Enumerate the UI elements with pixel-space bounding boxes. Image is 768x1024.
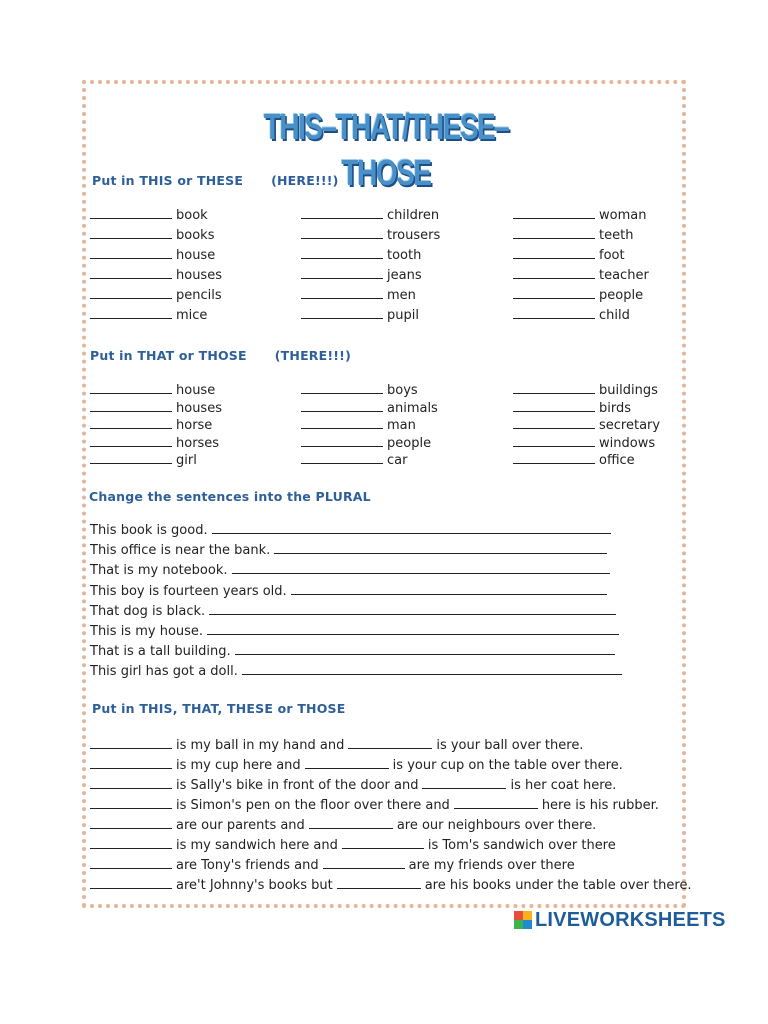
word-row xyxy=(301,246,491,266)
word-row xyxy=(90,452,280,470)
word-row xyxy=(90,246,280,266)
answer-blank[interactable] xyxy=(348,737,432,749)
answer-line[interactable] xyxy=(274,542,607,554)
word-label: pencils xyxy=(176,288,222,303)
fill-row xyxy=(90,836,616,856)
answer-blank[interactable] xyxy=(90,837,172,849)
answer-blank[interactable] xyxy=(513,207,595,219)
answer-line[interactable] xyxy=(235,643,615,655)
answer-blank[interactable] xyxy=(513,400,595,412)
answer-blank[interactable] xyxy=(513,307,595,319)
answer-blank[interactable] xyxy=(513,267,595,279)
answer-blank[interactable] xyxy=(90,207,172,219)
sentence-row xyxy=(90,622,619,642)
answer-blank[interactable] xyxy=(301,287,383,299)
word-label: man xyxy=(387,418,416,434)
answer-blank[interactable] xyxy=(301,227,383,239)
answer-blank[interactable] xyxy=(90,307,172,319)
liveworksheets-logo-icon xyxy=(514,911,532,929)
word-label: pupil xyxy=(387,308,419,323)
answer-blank[interactable] xyxy=(513,227,595,239)
sentence-text: This girl has got a doll. xyxy=(90,664,238,680)
fill-text-first: is my ball in my hand and xyxy=(176,738,345,753)
answer-line[interactable] xyxy=(242,663,622,675)
section1-heading-text: Put in THIS or THESE xyxy=(92,173,244,188)
word-label: teacher xyxy=(599,268,649,283)
word-label: horse xyxy=(176,418,213,434)
section2-column-2 xyxy=(301,382,491,470)
answer-blank[interactable] xyxy=(301,207,383,219)
fill-text-second: are his books under the table over there. xyxy=(424,878,692,893)
word-row xyxy=(513,266,703,286)
sentence-text: This office is near the bank. xyxy=(90,543,271,559)
section1-column-1 xyxy=(90,206,280,326)
answer-blank[interactable] xyxy=(513,287,595,299)
sentence-text: That is my notebook. xyxy=(90,563,228,579)
fill-text-first: is Sally's bike in front of the door and xyxy=(176,778,419,793)
fill-row xyxy=(90,796,659,816)
answer-blank[interactable] xyxy=(90,417,172,429)
word-label: woman xyxy=(599,208,647,223)
answer-blank[interactable] xyxy=(422,777,506,789)
fill-text-first: is my cup here and xyxy=(176,758,301,773)
logo-square xyxy=(523,920,532,929)
word-label: buildings xyxy=(599,383,658,398)
word-label: secretary xyxy=(599,418,661,434)
answer-blank[interactable] xyxy=(301,247,383,259)
fill-row xyxy=(90,856,575,876)
liveworksheets-logo-text: LIVEWORKSHEETS xyxy=(535,908,726,931)
word-row xyxy=(513,400,703,418)
section1-heading xyxy=(92,173,339,188)
word-label: jeans xyxy=(387,268,422,283)
word-row xyxy=(513,306,703,326)
fill-row xyxy=(90,876,692,896)
section1-column-2 xyxy=(301,206,491,326)
answer-line[interactable] xyxy=(291,583,607,595)
fill-row xyxy=(90,736,583,756)
fill-text-second: is your cup on the table over there. xyxy=(392,758,623,773)
answer-blank[interactable] xyxy=(301,267,383,279)
word-row xyxy=(90,435,280,453)
word-row xyxy=(513,417,703,435)
answer-blank[interactable] xyxy=(301,382,383,394)
answer-blank[interactable] xyxy=(90,400,172,412)
answer-blank[interactable] xyxy=(90,777,172,789)
word-label: children xyxy=(387,208,440,223)
word-row xyxy=(513,286,703,306)
answer-blank[interactable] xyxy=(301,400,383,412)
word-row xyxy=(90,226,280,246)
section2-heading xyxy=(90,348,351,363)
word-row xyxy=(513,452,703,470)
word-label: men xyxy=(387,288,416,303)
word-label: houses xyxy=(176,268,222,283)
section2-heading-text: Put in THAT or THOSE xyxy=(90,348,247,363)
word-row xyxy=(90,306,280,326)
sentence-text: This book is good. xyxy=(90,523,208,538)
word-label: book xyxy=(176,208,208,223)
word-row xyxy=(513,206,703,226)
word-label: trousers xyxy=(387,228,441,243)
sentence-row xyxy=(90,541,607,561)
answer-blank[interactable] xyxy=(305,757,389,769)
sentence-text: That is a tall building. xyxy=(90,644,231,660)
word-label: girl xyxy=(176,453,197,469)
word-label: books xyxy=(176,228,215,243)
answer-blank[interactable] xyxy=(513,452,595,464)
word-label: mice xyxy=(176,308,208,323)
word-label: birds xyxy=(599,400,632,416)
word-label: car xyxy=(387,453,408,469)
answer-blank[interactable] xyxy=(90,267,172,279)
fill-text-second: are our neighbours over there. xyxy=(396,818,597,833)
fill-text-second: is your ball over there. xyxy=(436,738,584,753)
word-row xyxy=(513,382,703,400)
logo-square xyxy=(523,911,532,920)
sentence-row xyxy=(90,582,607,602)
answer-line[interactable] xyxy=(212,522,611,534)
section2-column-1 xyxy=(90,382,280,470)
answer-blank[interactable] xyxy=(301,435,383,447)
answer-blank[interactable] xyxy=(90,227,172,239)
word-row xyxy=(90,382,280,400)
fill-text-first: is Simon's pen on the floor over there and xyxy=(176,798,450,813)
word-row xyxy=(513,435,703,453)
word-label: people xyxy=(599,288,644,303)
word-label: child xyxy=(599,308,630,323)
answer-line[interactable] xyxy=(232,562,610,574)
sentence-text: This boy is fourteen years old. xyxy=(90,583,287,599)
answer-blank[interactable] xyxy=(301,417,383,429)
section1-column-3 xyxy=(513,206,703,326)
fill-row xyxy=(90,756,623,776)
fill-text-second: is Tom's sandwich over there xyxy=(427,838,616,853)
logo-square xyxy=(514,920,523,929)
word-row xyxy=(301,306,491,326)
sentence-row xyxy=(90,561,610,581)
answer-blank[interactable] xyxy=(90,817,172,829)
word-label: boys xyxy=(387,383,418,398)
word-row xyxy=(90,400,280,418)
section2-tag: (THERE!!!) xyxy=(274,348,351,363)
section2-column-3 xyxy=(513,382,703,470)
section4-heading: Put in THIS, THAT, THESE or THOSE xyxy=(92,701,346,716)
word-row xyxy=(301,417,491,435)
answer-blank[interactable] xyxy=(301,307,383,319)
worksheet-page xyxy=(82,80,692,908)
fill-text-first: is my sandwich here and xyxy=(176,838,338,853)
answer-blank[interactable] xyxy=(337,877,421,889)
answer-blank[interactable] xyxy=(309,817,393,829)
word-label: people xyxy=(387,435,432,451)
answer-blank[interactable] xyxy=(454,797,538,809)
word-label: office xyxy=(599,453,635,469)
answer-blank[interactable] xyxy=(513,435,595,447)
answer-blank[interactable] xyxy=(90,877,172,889)
sentence-row xyxy=(90,642,615,662)
sentence-row xyxy=(90,521,611,541)
word-label: houses xyxy=(176,400,222,416)
word-row xyxy=(301,266,491,286)
word-row xyxy=(301,400,491,418)
answer-blank[interactable] xyxy=(90,247,172,259)
fill-text-second: is her coat here. xyxy=(510,778,617,793)
liveworksheets-logo xyxy=(514,908,726,932)
answer-blank[interactable] xyxy=(90,287,172,299)
fill-text-second: are my friends over there xyxy=(408,858,575,873)
answer-blank[interactable] xyxy=(342,837,424,849)
answer-line[interactable] xyxy=(209,603,616,615)
section3-heading: Change the sentences into the PLURAL xyxy=(89,489,371,504)
word-row xyxy=(301,452,491,470)
fill-row xyxy=(90,776,616,796)
word-row xyxy=(90,417,280,435)
word-label: tooth xyxy=(387,248,422,263)
section1-tag: (HERE!!!) xyxy=(271,173,339,188)
word-label: house xyxy=(176,383,216,398)
answer-blank[interactable] xyxy=(90,452,172,464)
word-row xyxy=(301,206,491,226)
answer-blank[interactable] xyxy=(90,382,172,394)
sentence-row xyxy=(90,602,616,622)
answer-blank[interactable] xyxy=(513,247,595,259)
fill-text-second: here is his rubber. xyxy=(541,798,659,813)
fill-text-first: are our parents and xyxy=(176,818,305,833)
word-row xyxy=(301,435,491,453)
sentence-row xyxy=(90,662,622,682)
logo-square xyxy=(514,911,523,920)
fill-row xyxy=(90,816,596,836)
word-row xyxy=(301,286,491,306)
word-label: windows xyxy=(599,435,656,451)
word-label: horses xyxy=(176,435,220,451)
answer-blank[interactable] xyxy=(90,857,172,869)
answer-blank[interactable] xyxy=(90,435,172,447)
answer-blank[interactable] xyxy=(90,737,172,749)
answer-line[interactable] xyxy=(207,623,619,635)
answer-blank[interactable] xyxy=(513,417,595,429)
worksheet-title: THIS–THAT/THESE–THOSE xyxy=(263,106,509,193)
fill-text-first: are Tony's friends and xyxy=(176,858,319,873)
answer-blank[interactable] xyxy=(513,382,595,394)
word-row xyxy=(90,206,280,226)
answer-blank[interactable] xyxy=(301,452,383,464)
word-row xyxy=(90,286,280,306)
answer-blank[interactable] xyxy=(323,857,405,869)
fill-text-first: are't Johnny's books but xyxy=(176,878,333,893)
sentence-text: This is my house. xyxy=(90,624,204,639)
word-row xyxy=(301,382,491,400)
word-label: house xyxy=(176,248,216,263)
word-label: foot xyxy=(599,248,625,263)
sentence-text: That dog is black. xyxy=(90,603,206,619)
answer-blank[interactable] xyxy=(90,797,172,809)
answer-blank[interactable] xyxy=(90,757,172,769)
word-label: teeth xyxy=(599,228,634,243)
word-row xyxy=(513,226,703,246)
word-row xyxy=(90,266,280,286)
word-row xyxy=(513,246,703,266)
word-label: animals xyxy=(387,400,438,416)
word-row xyxy=(301,226,491,246)
